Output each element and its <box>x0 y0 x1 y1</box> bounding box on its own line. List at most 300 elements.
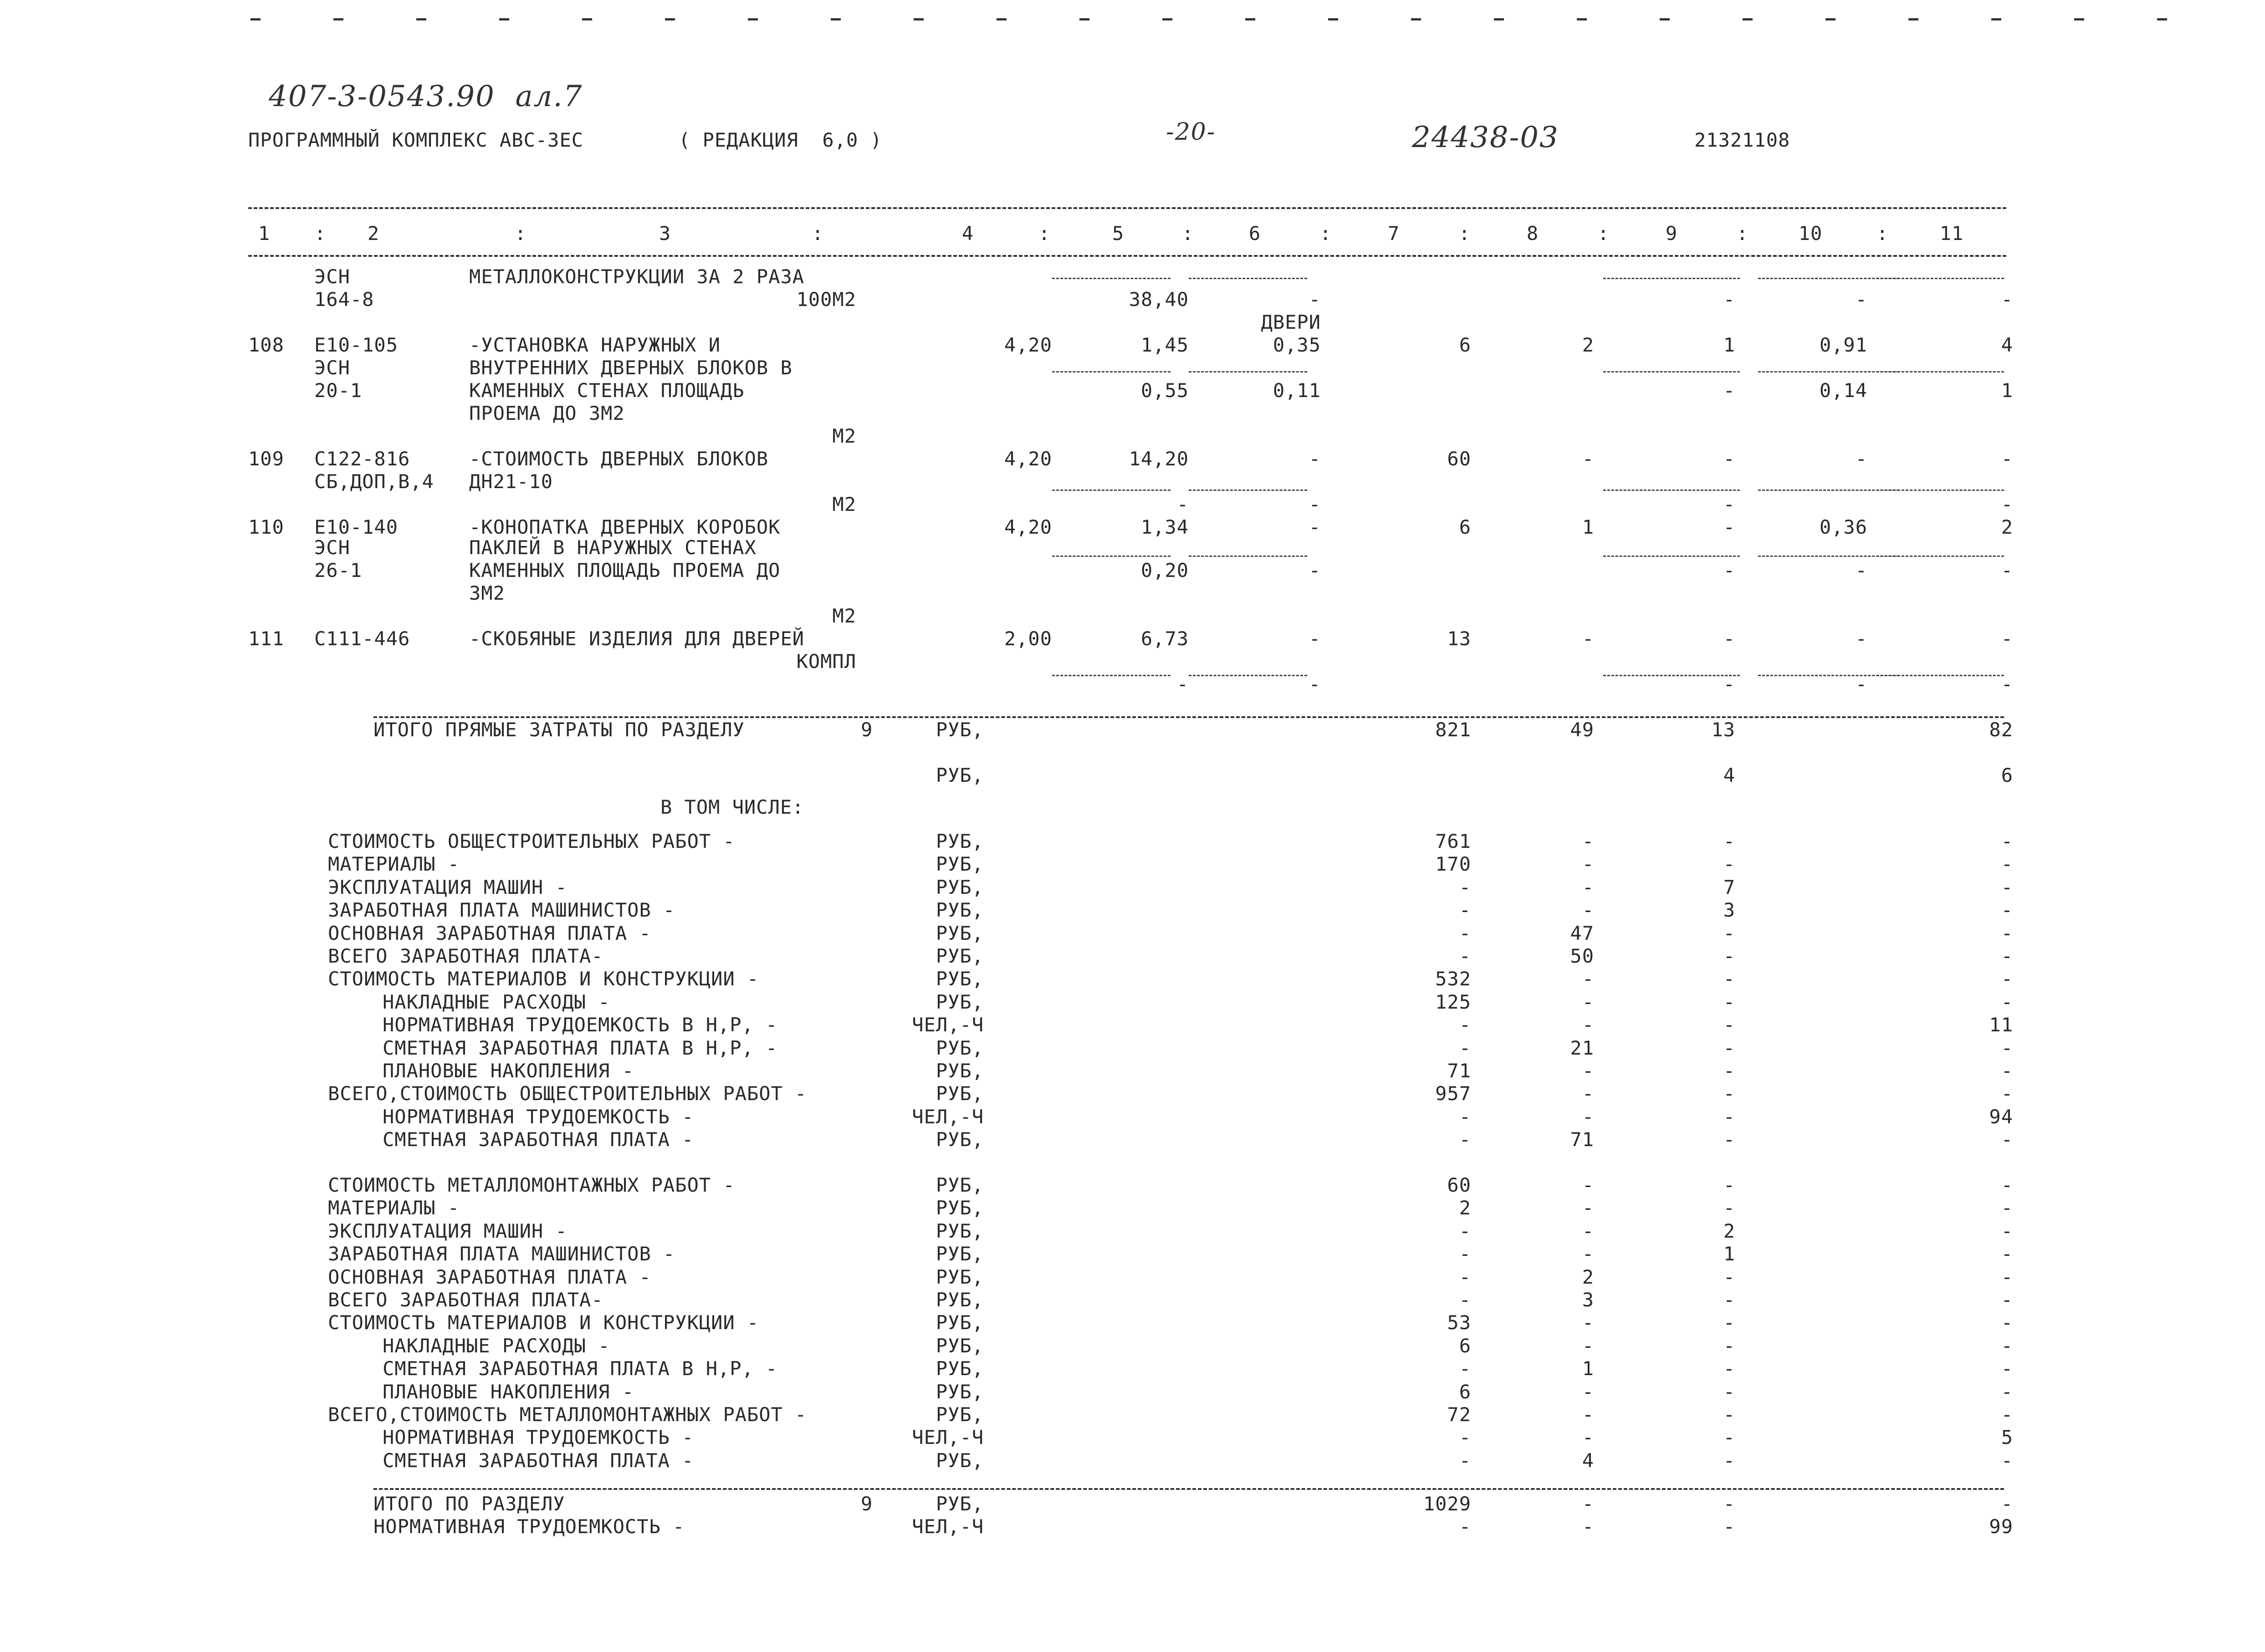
cell-c3u: М2 <box>832 493 856 515</box>
metal-row-c9: - <box>1723 1265 1735 1288</box>
metal-row-unit: РУБ, <box>936 1334 984 1357</box>
cell-c11: 1 <box>2001 379 2013 402</box>
general-row-c8: 50 <box>1570 945 1594 967</box>
metal-row-c9: - <box>1723 1334 1735 1357</box>
cell-c6: - <box>1309 493 1321 515</box>
handwritten-page-number: -20- <box>1166 118 1216 146</box>
general-row-c9: - <box>1723 1082 1735 1105</box>
cell-c3: ВНУТРЕННИХ ДВЕРНЫХ БЛОКОВ В <box>469 357 792 379</box>
total-row-c11: 82 <box>1989 719 2013 741</box>
cell-c8: - <box>1582 448 1594 470</box>
metal-row-c11: - <box>2001 1334 2013 1357</box>
final-row-c9: - <box>1723 1515 1735 1538</box>
metal-row-c11: - <box>2001 1403 2013 1426</box>
column-header-8: 8 <box>1526 222 1539 245</box>
metal-row-label: ВСЕГО,СТОИМОСТЬ МЕТАЛЛОМОНТАЖНЫХ РАБОТ - <box>328 1403 807 1426</box>
general-row-c11: - <box>2001 945 2013 967</box>
metal-row-c8: 3 <box>1582 1289 1594 1311</box>
total-row-unit: РУБ, <box>936 764 984 786</box>
general-row-c8: 47 <box>1570 922 1594 944</box>
metal-row-c9: - <box>1723 1289 1735 1311</box>
general-row-c7: 532 <box>1435 968 1471 990</box>
general-row-unit: РУБ, <box>936 876 984 898</box>
general-row-unit: РУБ, <box>936 990 984 1013</box>
general-row-unit: РУБ, <box>936 968 984 990</box>
metal-row-c8: - <box>1582 1311 1594 1334</box>
metal-row-label: ОСНОВНАЯ ЗАРАБОТНАЯ ПЛАТА - <box>328 1265 651 1288</box>
metal-row-unit: РУБ, <box>936 1197 984 1219</box>
cell-c3u: М2 <box>832 425 856 447</box>
general-row-c7: - <box>1459 899 1471 922</box>
cell-c7: 13 <box>1447 627 1471 650</box>
cell-c3: -УСТАНОВКА НАРУЖНЫХ И <box>469 334 721 356</box>
general-row-c7: 125 <box>1435 990 1471 1013</box>
cell-c10: - <box>1855 673 1867 695</box>
handwritten-code: 24438-03 <box>1412 121 1559 154</box>
general-row-c9: - <box>1723 1128 1735 1151</box>
final-row-unit: ЧЕЛ,-Ч <box>912 1515 984 1538</box>
metal-row-c9: - <box>1723 1311 1735 1334</box>
general-row-c8: 21 <box>1570 1036 1594 1059</box>
cell-c5: 14,20 <box>1129 448 1189 470</box>
column-header-1: 1 <box>258 222 271 245</box>
general-row-c7: - <box>1459 945 1471 967</box>
metal-row-c9: - <box>1723 1174 1735 1196</box>
cell-c2: СБ,ДОП,В,4 <box>314 470 434 493</box>
cell-c11: - <box>2001 627 2013 650</box>
column-separator: : <box>1458 222 1471 245</box>
cell-c9: - <box>1723 448 1735 470</box>
general-row-c8: - <box>1582 899 1594 922</box>
metal-row-c7: - <box>1459 1243 1471 1265</box>
metal-row-label: СТОИМОСТЬ МЕТАЛЛОМОНТАЖНЫХ РАБОТ - <box>328 1174 735 1196</box>
metal-row-unit: РУБ, <box>936 1357 984 1380</box>
cell-c3: ПРОЕМА ДО 3М2 <box>469 402 625 424</box>
general-row-label: СМЕТНАЯ ЗАРАБОТНАЯ ПЛАТА В Н,Р, - <box>383 1036 778 1059</box>
general-row-c9: - <box>1723 1036 1735 1059</box>
general-row-c9: - <box>1723 922 1735 944</box>
metal-row-unit: РУБ, <box>936 1449 984 1472</box>
general-row-c9: 7 <box>1723 876 1735 898</box>
cell-c8: 1 <box>1582 516 1594 538</box>
general-row-unit: РУБ, <box>936 945 984 967</box>
document-number: 21321108 <box>1694 129 1790 151</box>
metal-row-c7: - <box>1459 1357 1471 1380</box>
metal-row-label: СМЕТНАЯ ЗАРАБОТНАЯ ПЛАТА - <box>383 1449 694 1472</box>
general-row-c8: - <box>1582 1082 1594 1105</box>
final-row-c8: - <box>1582 1515 1594 1538</box>
general-row-c7: - <box>1459 1128 1471 1151</box>
cell-c3u: 100М2 <box>796 288 856 311</box>
cell-c6: - <box>1309 627 1321 650</box>
metal-row-label: СМЕТНАЯ ЗАРАБОТНАЯ ПЛАТА В Н,Р, - <box>383 1357 778 1380</box>
final-row-c7: - <box>1459 1515 1471 1538</box>
cell-c9: - <box>1723 493 1735 515</box>
metal-row-unit: РУБ, <box>936 1289 984 1311</box>
metal-row-c8: - <box>1582 1380 1594 1403</box>
general-row-c7: 170 <box>1435 853 1471 876</box>
general-row-unit: РУБ, <box>936 853 984 876</box>
general-row-label: ЭКСПЛУАТАЦИЯ МАШИН - <box>328 876 568 898</box>
metal-row-unit: ЧЕЛ,-Ч <box>912 1426 984 1449</box>
final-row-label: НОРМАТИВНАЯ ТРУДОЕМКОСТЬ - <box>373 1515 685 1538</box>
final-row-c11: - <box>2001 1493 2013 1515</box>
metal-row-c7: 6 <box>1459 1380 1471 1403</box>
metal-row-c9: 1 <box>1723 1243 1735 1265</box>
general-row-unit: РУБ, <box>936 1128 984 1151</box>
cell-c4: 4,20 <box>1004 334 1052 356</box>
general-row-c7: 71 <box>1447 1060 1471 1082</box>
cell-c11: - <box>2001 559 2013 581</box>
cell-c2: ЭСН <box>314 357 350 379</box>
general-row-c9: - <box>1723 1105 1735 1128</box>
general-row-unit: РУБ, <box>936 899 984 922</box>
final-row-c8: - <box>1582 1493 1594 1515</box>
cell-c5: 38,40 <box>1129 288 1189 311</box>
column-header-10: 10 <box>1798 222 1823 245</box>
cell-c2: ЭСН <box>314 265 350 288</box>
metal-row-label: МАТЕРИАЛЫ - <box>328 1197 460 1219</box>
metal-row-c7: 2 <box>1459 1197 1471 1219</box>
column-header-3: 3 <box>659 222 671 245</box>
metal-row-c9: - <box>1723 1426 1735 1449</box>
cell-c9: - <box>1723 288 1735 311</box>
cell-c2: 26-1 <box>314 559 363 581</box>
metal-row-c11: - <box>2001 1311 2013 1334</box>
cell-c7: 6 <box>1459 516 1471 538</box>
total-row-c8: 49 <box>1570 719 1594 741</box>
metal-row-c7: 6 <box>1459 1334 1471 1357</box>
cell-c3u: КОМПЛ <box>796 650 856 673</box>
general-row-label: НОРМАТИВНАЯ ТРУДОЕМКОСТЬ - <box>383 1105 694 1128</box>
cell-c5: 6,73 <box>1140 627 1189 650</box>
cell-c1: 110 <box>248 516 284 538</box>
cell-c2: 20-1 <box>314 379 363 402</box>
cell-c9: 1 <box>1723 334 1735 356</box>
general-row-c7: - <box>1459 1036 1471 1059</box>
metal-row-unit: РУБ, <box>936 1403 984 1426</box>
metal-row-c9: - <box>1723 1357 1735 1380</box>
metal-row-label: НОРМАТИВНАЯ ТРУДОЕМКОСТЬ - <box>383 1426 694 1449</box>
final-row-label: ИТОГО ПО РАЗДЕЛУ <box>373 1493 565 1515</box>
metal-row-unit: РУБ, <box>936 1380 984 1403</box>
column-header-6: 6 <box>1248 222 1261 245</box>
metal-row-label: ЗАРАБОТНАЯ ПЛАТА МАШИНИСТОВ - <box>328 1243 675 1265</box>
cell-c2: С111-446 <box>314 627 410 650</box>
cell-c2: ЭСН <box>314 536 350 559</box>
general-row-c11: - <box>2001 830 2013 852</box>
column-header-7: 7 <box>1387 222 1400 245</box>
final-row-unit: РУБ, <box>936 1493 984 1515</box>
cell-c1: 109 <box>248 448 284 470</box>
metal-row-c7: 60 <box>1447 1174 1471 1196</box>
general-row-c11: - <box>2001 899 2013 922</box>
metal-row-unit: РУБ, <box>936 1219 984 1242</box>
cell-c10: 0,14 <box>1819 379 1867 402</box>
cell-c2: 164-8 <box>314 288 374 311</box>
cell-c10: - <box>1855 559 1867 581</box>
final-row-c7: 1029 <box>1423 1493 1471 1515</box>
metal-row-c7: 72 <box>1447 1403 1471 1426</box>
column-separator: : <box>1876 222 1889 245</box>
cell-c3: ДН21-10 <box>469 470 553 493</box>
cell-c5: 0,20 <box>1140 559 1189 581</box>
general-row-c8: - <box>1582 1105 1594 1128</box>
general-row-label: ПЛАНОВЫЕ НАКОПЛЕНИЯ - <box>383 1060 634 1082</box>
cell-c6: - <box>1309 516 1321 538</box>
final-row-c9: - <box>1723 1493 1735 1515</box>
metal-row-c8: - <box>1582 1219 1594 1242</box>
general-row-c7: - <box>1459 1014 1471 1036</box>
metal-row-c9: - <box>1723 1403 1735 1426</box>
metal-row-c7: - <box>1459 1219 1471 1242</box>
cell-c9: - <box>1723 627 1735 650</box>
cell-c10: - <box>1855 627 1867 650</box>
cell-c3: -СКОБЯНЫЕ ИЗДЕЛИЯ ДЛЯ ДВЕРЕЙ <box>469 627 805 650</box>
cell-c11: - <box>2001 493 2013 515</box>
metal-row-c8: - <box>1582 1426 1594 1449</box>
metal-row-c8: 4 <box>1582 1449 1594 1472</box>
metal-row-c8: - <box>1582 1174 1594 1196</box>
metal-row-c11: - <box>2001 1197 2013 1219</box>
general-row-label: ЗАРАБОТНАЯ ПЛАТА МАШИНИСТОВ - <box>328 899 675 922</box>
final-row-c11: 99 <box>1989 1515 2013 1538</box>
general-row-label: НАКЛАДНЫЕ РАСХОДЫ - <box>383 990 610 1013</box>
cell-c11: 2 <box>2001 516 2013 538</box>
cell-c11: - <box>2001 448 2013 470</box>
general-row-c9: 3 <box>1723 899 1735 922</box>
general-row-c7: - <box>1459 876 1471 898</box>
column-separator: : <box>314 222 327 245</box>
final-rule <box>373 1488 2004 1490</box>
cell-c6: 0,11 <box>1273 379 1321 402</box>
general-row-c8: - <box>1582 853 1594 876</box>
cell-c5: 0,55 <box>1140 379 1189 402</box>
metal-row-c8: - <box>1582 1334 1594 1357</box>
metal-row-c11: - <box>2001 1219 2013 1242</box>
cell-c1: 111 <box>248 627 284 650</box>
metal-row-c11: - <box>2001 1174 2013 1196</box>
cell-c3: -КОНОПАТКА ДВЕРНЫХ КОРОБОК <box>469 516 781 538</box>
column-header-11: 11 <box>1939 222 1964 245</box>
general-row-c9: - <box>1723 990 1735 1013</box>
cell-c6: ДВЕРИ <box>1261 311 1321 333</box>
column-separator: : <box>1038 222 1051 245</box>
general-row-c8: - <box>1582 830 1594 852</box>
cell-c5: 1,34 <box>1140 516 1189 538</box>
general-row-label: СМЕТНАЯ ЗАРАБОТНАЯ ПЛАТА - <box>383 1128 694 1151</box>
general-row-c11: 94 <box>1989 1105 2013 1128</box>
general-row-label: ВСЕГО ЗАРАБОТНАЯ ПЛАТА- <box>328 945 603 967</box>
cell-c6: - <box>1309 288 1321 311</box>
total-row-label: ИТОГО ПРЯМЫЕ ЗАТРАТЫ ПО РАЗДЕЛУ <box>373 719 745 741</box>
cell-c8: 2 <box>1582 334 1594 356</box>
column-separator: : <box>515 222 527 245</box>
cell-c3: КАМЕННЫХ ПЛОЩАДЬ ПРОЕМА ДО <box>469 559 781 581</box>
cell-c9: - <box>1723 673 1735 695</box>
column-header-9: 9 <box>1665 222 1678 245</box>
cell-c5: - <box>1176 673 1189 695</box>
cell-c9: - <box>1723 516 1735 538</box>
general-row-unit: ЧЕЛ,-Ч <box>912 1014 984 1036</box>
cell-c3: -СТОИМОСТЬ ДВЕРНЫХ БЛОКОВ <box>469 448 769 470</box>
cell-c3u: М2 <box>832 605 856 627</box>
total-row-section-number: 9 <box>861 719 873 741</box>
general-row-label: ВСЕГО,СТОИМОСТЬ ОБЩЕСТРОИТЕЛЬНЫХ РАБОТ - <box>328 1082 807 1105</box>
cell-c5: 1,45 <box>1140 334 1189 356</box>
total-row-c11: 6 <box>2001 764 2013 786</box>
metal-row-c11: - <box>2001 1449 2013 1472</box>
column-header-5: 5 <box>1112 222 1125 245</box>
general-row-c8: - <box>1582 990 1594 1013</box>
cell-c8: - <box>1582 627 1594 650</box>
cell-c11: - <box>2001 288 2013 311</box>
metal-row-c8: 1 <box>1582 1357 1594 1380</box>
cell-c6: - <box>1309 673 1321 695</box>
general-row-c11: - <box>2001 1082 2013 1105</box>
total-row-c9: 4 <box>1723 764 1735 786</box>
general-row-c11: - <box>2001 968 2013 990</box>
general-row-c9: - <box>1723 830 1735 852</box>
metal-row-c11: - <box>2001 1265 2013 1288</box>
metal-row-c7: - <box>1459 1449 1471 1472</box>
general-row-c7: - <box>1459 922 1471 944</box>
general-row-label: СТОИМОСТЬ МАТЕРИАЛОВ И КОНСТРУКЦИИ - <box>328 968 759 990</box>
cell-c6: 0,35 <box>1273 334 1321 356</box>
general-row-c11: - <box>2001 990 2013 1013</box>
totals-rule <box>373 716 2004 718</box>
general-row-c9: - <box>1723 968 1735 990</box>
column-header-4: 4 <box>961 222 974 245</box>
cell-c5: - <box>1176 493 1189 515</box>
edition: ( РЕДАКЦИЯ 6,0 ) <box>679 129 882 151</box>
cell-c3: 3М2 <box>469 582 505 604</box>
metal-row-c8: - <box>1582 1197 1594 1219</box>
metal-row-c9: - <box>1723 1449 1735 1472</box>
metal-row-c8: - <box>1582 1243 1594 1265</box>
cell-c2: С122-816 <box>314 448 410 470</box>
metal-row-c11: - <box>2001 1357 2013 1380</box>
general-row-c8: - <box>1582 1014 1594 1036</box>
cell-c2: Е10-140 <box>314 516 399 538</box>
column-separator: : <box>1319 222 1332 245</box>
metal-row-unit: РУБ, <box>936 1243 984 1265</box>
general-row-unit: РУБ, <box>936 1060 984 1082</box>
general-row-c11: - <box>2001 876 2013 898</box>
column-separator: : <box>1182 222 1194 245</box>
cell-c3: ПАКЛЕЙ В НАРУЖНЫХ СТЕНАХ <box>469 536 757 559</box>
handwritten-doc-ref: 407-3-0543.90 ал.7 <box>269 80 583 113</box>
metal-row-c11: - <box>2001 1243 2013 1265</box>
cell-c10: 0,91 <box>1819 334 1867 356</box>
metal-row-unit: РУБ, <box>936 1174 984 1196</box>
general-row-unit: РУБ, <box>936 1082 984 1105</box>
cell-c11: 4 <box>2001 334 2013 356</box>
cell-c3: КАМЕННЫХ СТЕНАХ ПЛОЩАДЬ <box>469 379 745 402</box>
general-row-c8: - <box>1582 1060 1594 1082</box>
metal-row-unit: РУБ, <box>936 1311 984 1334</box>
general-row-c11: - <box>2001 1060 2013 1082</box>
metal-row-label: ПЛАНОВЫЕ НАКОПЛЕНИЯ - <box>383 1380 634 1403</box>
metal-row-c11: - <box>2001 1380 2013 1403</box>
cell-c11: - <box>2001 673 2013 695</box>
general-row-c7: 957 <box>1435 1082 1471 1105</box>
cell-c3: МЕТАЛЛОКОНСТРУКЦИИ ЗА 2 РАЗА <box>469 265 805 288</box>
metal-row-label: СТОИМОСТЬ МАТЕРИАЛОВ И КОНСТРУКЦИИ - <box>328 1311 759 1334</box>
general-row-c7: 761 <box>1435 830 1471 852</box>
general-row-c9: - <box>1723 853 1735 876</box>
metal-row-c8: - <box>1582 1403 1594 1426</box>
general-row-label: СТОИМОСТЬ ОБЩЕСТРОИТЕЛЬНЫХ РАБОТ - <box>328 830 735 852</box>
metal-row-c7: - <box>1459 1265 1471 1288</box>
general-row-c11: - <box>2001 922 2013 944</box>
general-row-c8: 71 <box>1570 1128 1594 1151</box>
metal-row-c9: 2 <box>1723 1219 1735 1242</box>
column-separator: : <box>1736 222 1749 245</box>
general-row-c11: - <box>2001 853 2013 876</box>
cell-c9: - <box>1723 379 1735 402</box>
metal-row-c7: - <box>1459 1289 1471 1311</box>
cell-c10: - <box>1855 448 1867 470</box>
general-row-c9: - <box>1723 1060 1735 1082</box>
column-separator: : <box>1597 222 1610 245</box>
program-name: ПРОГРАММНЫЙ КОМПЛЕКС АВС-3ЕС <box>248 129 584 151</box>
cell-c6: - <box>1309 559 1321 581</box>
general-row-c9: - <box>1723 1014 1735 1036</box>
v-tom-chisle: В ТОМ ЧИСЛЕ: <box>660 796 804 818</box>
total-row-c7: 821 <box>1435 719 1471 741</box>
metal-row-label: ВСЕГО ЗАРАБОТНАЯ ПЛАТА- <box>328 1289 603 1311</box>
general-row-c8: - <box>1582 876 1594 898</box>
metal-row-c11: 5 <box>2001 1426 2013 1449</box>
cell-c4: 4,20 <box>1004 448 1052 470</box>
column-header-2: 2 <box>367 222 380 245</box>
general-row-c7: - <box>1459 1105 1471 1128</box>
metal-row-unit: РУБ, <box>936 1265 984 1288</box>
metal-row-c8: 2 <box>1582 1265 1594 1288</box>
metal-row-c7: - <box>1459 1426 1471 1449</box>
general-row-c11: - <box>2001 1128 2013 1151</box>
general-row-c11: 11 <box>1989 1014 2013 1036</box>
general-row-unit: РУБ, <box>936 1036 984 1059</box>
cell-c7: 6 <box>1459 334 1471 356</box>
cell-c6: - <box>1309 448 1321 470</box>
total-row-unit: РУБ, <box>936 719 984 741</box>
general-row-c8: - <box>1582 968 1594 990</box>
metal-row-label: НАКЛАДНЫЕ РАСХОДЫ - <box>383 1334 610 1357</box>
cell-c2: Е10-105 <box>314 334 399 356</box>
general-row-label: МАТЕРИАЛЫ - <box>328 853 460 876</box>
cell-c9: - <box>1723 559 1735 581</box>
metal-row-c7: 53 <box>1447 1311 1471 1334</box>
general-row-label: НОРМАТИВНАЯ ТРУДОЕМКОСТЬ В Н,Р, - <box>383 1014 778 1036</box>
general-row-c9: - <box>1723 945 1735 967</box>
cell-c7: 60 <box>1447 448 1471 470</box>
total-row-c9: 13 <box>1711 719 1735 741</box>
cell-c4: 2,00 <box>1004 627 1052 650</box>
metal-row-label: ЭКСПЛУАТАЦИЯ МАШИН - <box>328 1219 568 1242</box>
general-row-c11: - <box>2001 1036 2013 1059</box>
final-row-section-number: 9 <box>861 1493 873 1515</box>
general-row-unit: РУБ, <box>936 830 984 852</box>
metal-row-c9: - <box>1723 1380 1735 1403</box>
cell-c10: - <box>1855 288 1867 311</box>
metal-row-c11: - <box>2001 1289 2013 1311</box>
cell-c10: 0,36 <box>1819 516 1867 538</box>
column-separator: : <box>812 222 824 245</box>
general-row-unit: ЧЕЛ,-Ч <box>912 1105 984 1128</box>
general-row-label: ОСНОВНАЯ ЗАРАБОТНАЯ ПЛАТА - <box>328 922 651 944</box>
